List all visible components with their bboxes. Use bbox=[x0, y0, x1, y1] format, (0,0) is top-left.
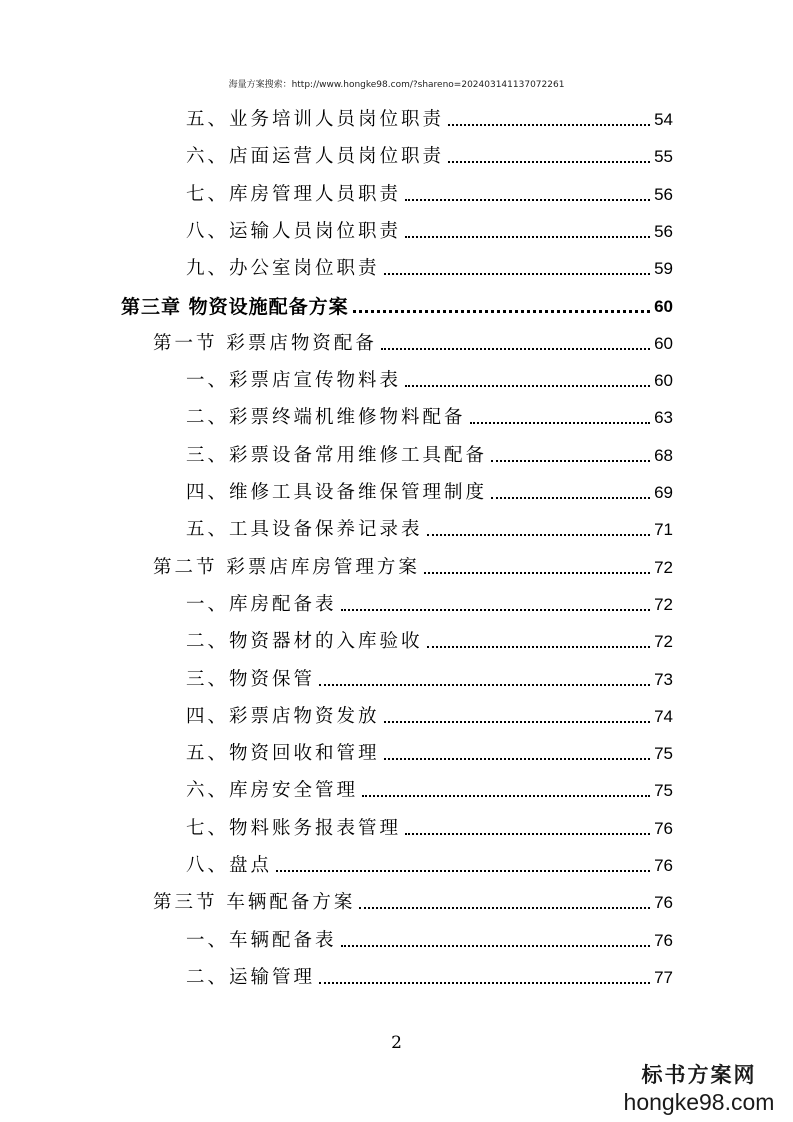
toc-entry-title: 八、运输人员岗位职责 bbox=[186, 220, 402, 242]
toc-entry-item[interactable] bbox=[186, 101, 673, 131]
toc-entry-page: 54 bbox=[654, 110, 673, 129]
toc-entry-page: 60 bbox=[654, 371, 673, 391]
toc-entry-chapter[interactable] bbox=[121, 288, 673, 318]
toc-entry-page: 63 bbox=[654, 408, 673, 428]
dot-leader bbox=[359, 907, 650, 909]
dot-leader bbox=[362, 795, 650, 797]
dot-leader bbox=[405, 199, 650, 201]
toc-entry-page: 73 bbox=[654, 669, 673, 689]
toc-entry-item[interactable] bbox=[186, 138, 673, 168]
dot-leader bbox=[405, 385, 650, 387]
toc-entry-page: 76 bbox=[654, 856, 673, 875]
dot-leader bbox=[276, 870, 650, 872]
toc-entry-page: 60 bbox=[654, 296, 673, 316]
dot-leader bbox=[427, 534, 651, 536]
toc-entry-item[interactable] bbox=[186, 922, 673, 952]
toc-entry-page: 69 bbox=[654, 483, 673, 502]
toc-entry-title: 二、物资器材的入库验收 bbox=[186, 631, 423, 653]
toc-entry-item[interactable] bbox=[186, 735, 673, 765]
watermark-chinese-text: 标书方案网 bbox=[641, 1062, 757, 1087]
toc-entry-page: 60 bbox=[654, 333, 673, 353]
toc-entry-page: 56 bbox=[654, 221, 673, 241]
toc-entry-title: 一、库房配备表 bbox=[186, 593, 337, 615]
toc-entry-item[interactable] bbox=[186, 586, 673, 616]
toc-entry-item[interactable] bbox=[186, 399, 673, 429]
dot-leader bbox=[341, 945, 651, 947]
toc-entry-item[interactable] bbox=[186, 810, 673, 840]
page-number: 2 bbox=[391, 1033, 402, 1053]
dot-leader bbox=[448, 124, 650, 126]
dot-leader bbox=[384, 273, 651, 275]
toc-entry-title: 八、盘点 bbox=[186, 855, 273, 876]
toc-entry-title: 二、运输管理 bbox=[186, 966, 316, 988]
toc-entry-page: 68 bbox=[654, 445, 673, 465]
dot-leader bbox=[448, 161, 650, 163]
toc-entry-title: 第二节 彩票店库房管理方案 bbox=[153, 556, 420, 578]
dot-leader bbox=[491, 460, 650, 462]
dot-leader bbox=[424, 572, 650, 574]
dot-leader bbox=[427, 646, 651, 648]
toc-entry-title: 一、车辆配备表 bbox=[186, 929, 337, 951]
toc-entry-title: 六、店面运营人员岗位职责 bbox=[186, 146, 445, 168]
toc-entry-title: 七、物料账务报表管理 bbox=[186, 817, 402, 839]
toc-entry-item[interactable] bbox=[186, 250, 673, 280]
toc-entry-page: 72 bbox=[654, 632, 673, 652]
toc-entry-page: 71 bbox=[654, 520, 673, 540]
toc-entry-title: 三、彩票设备常用维修工具配备 bbox=[186, 444, 488, 466]
toc-entry-item[interactable] bbox=[186, 959, 673, 989]
toc-entry-page: 55 bbox=[654, 147, 673, 167]
dot-leader bbox=[491, 497, 650, 499]
toc-entry-page: 72 bbox=[654, 557, 673, 577]
toc-entry-page: 72 bbox=[654, 594, 673, 614]
toc-entry-item[interactable] bbox=[186, 661, 673, 691]
toc-entry-section[interactable] bbox=[153, 325, 673, 355]
toc-entry-title: 五、工具设备保养记录表 bbox=[186, 519, 423, 541]
site-watermark bbox=[619, 1062, 779, 1116]
toc-entry-title: 四、维修工具设备维保管理制度 bbox=[186, 482, 488, 503]
toc-entry-title: 二、彩票终端机维修物料配备 bbox=[186, 407, 466, 429]
watermark-url: hongke98.com bbox=[623, 1089, 775, 1115]
toc-entry-section[interactable] bbox=[153, 884, 673, 914]
toc-entry-item[interactable] bbox=[186, 474, 673, 504]
toc-entry-title: 六、库房安全管理 bbox=[186, 780, 359, 802]
toc-entry-page: 59 bbox=[654, 259, 673, 279]
toc-entry-item[interactable] bbox=[186, 772, 673, 802]
toc-entry-page: 75 bbox=[654, 744, 673, 764]
toc-entry-page: 76 bbox=[654, 818, 673, 838]
toc-entry-item[interactable] bbox=[186, 698, 673, 728]
toc-entry-page: 74 bbox=[654, 706, 673, 726]
toc-entry-title: 五、物资回收和管理 bbox=[186, 743, 380, 765]
toc-entry-title: 九、办公室岗位职责 bbox=[186, 258, 380, 280]
toc-entry-item[interactable] bbox=[186, 213, 673, 243]
dot-leader bbox=[353, 310, 650, 313]
toc-entry-page: 75 bbox=[654, 781, 673, 801]
toc-entry-section[interactable] bbox=[153, 549, 673, 579]
toc-entry-page: 56 bbox=[654, 184, 673, 204]
toc-entry-page: 77 bbox=[654, 967, 673, 987]
toc-entry-item[interactable] bbox=[186, 176, 673, 206]
toc-entry-title: 三、物资保管 bbox=[186, 668, 316, 690]
toc-entry-title: 七、库房管理人员职责 bbox=[186, 183, 402, 205]
toc-entry-title: 第三章 物资设施配备方案 bbox=[121, 295, 349, 318]
toc-entry-page: 76 bbox=[654, 893, 673, 913]
dot-leader bbox=[384, 721, 651, 723]
dot-leader bbox=[341, 609, 651, 611]
toc-entry-title: 一、彩票店宣传物料表 bbox=[186, 370, 402, 392]
toc-entry-item[interactable] bbox=[186, 437, 673, 467]
dot-leader bbox=[319, 982, 650, 984]
toc-entry-title: 第一节 彩票店物资配备 bbox=[153, 332, 377, 354]
dot-leader bbox=[405, 833, 650, 835]
toc-entry-title: 五、业务培训人员岗位职责 bbox=[186, 109, 445, 130]
toc-entry-item[interactable] bbox=[186, 623, 673, 653]
toc-entry-item[interactable] bbox=[186, 362, 673, 392]
toc-entry-title: 第三节 车辆配备方案 bbox=[153, 892, 356, 914]
dot-leader bbox=[384, 758, 651, 760]
dot-leader bbox=[470, 422, 651, 424]
page-header-url: 海量方案搜索：http://www.hongke98.com/?shareno=202403141137072261 bbox=[228, 80, 565, 90]
dot-leader bbox=[405, 236, 650, 238]
dot-leader bbox=[381, 348, 650, 350]
toc-entry-page: 76 bbox=[654, 930, 673, 950]
toc-entry-title: 四、彩票店物资发放 bbox=[186, 705, 380, 727]
toc-entry-item[interactable] bbox=[186, 511, 673, 541]
toc-entry-item[interactable] bbox=[186, 847, 673, 877]
dot-leader bbox=[319, 684, 650, 686]
